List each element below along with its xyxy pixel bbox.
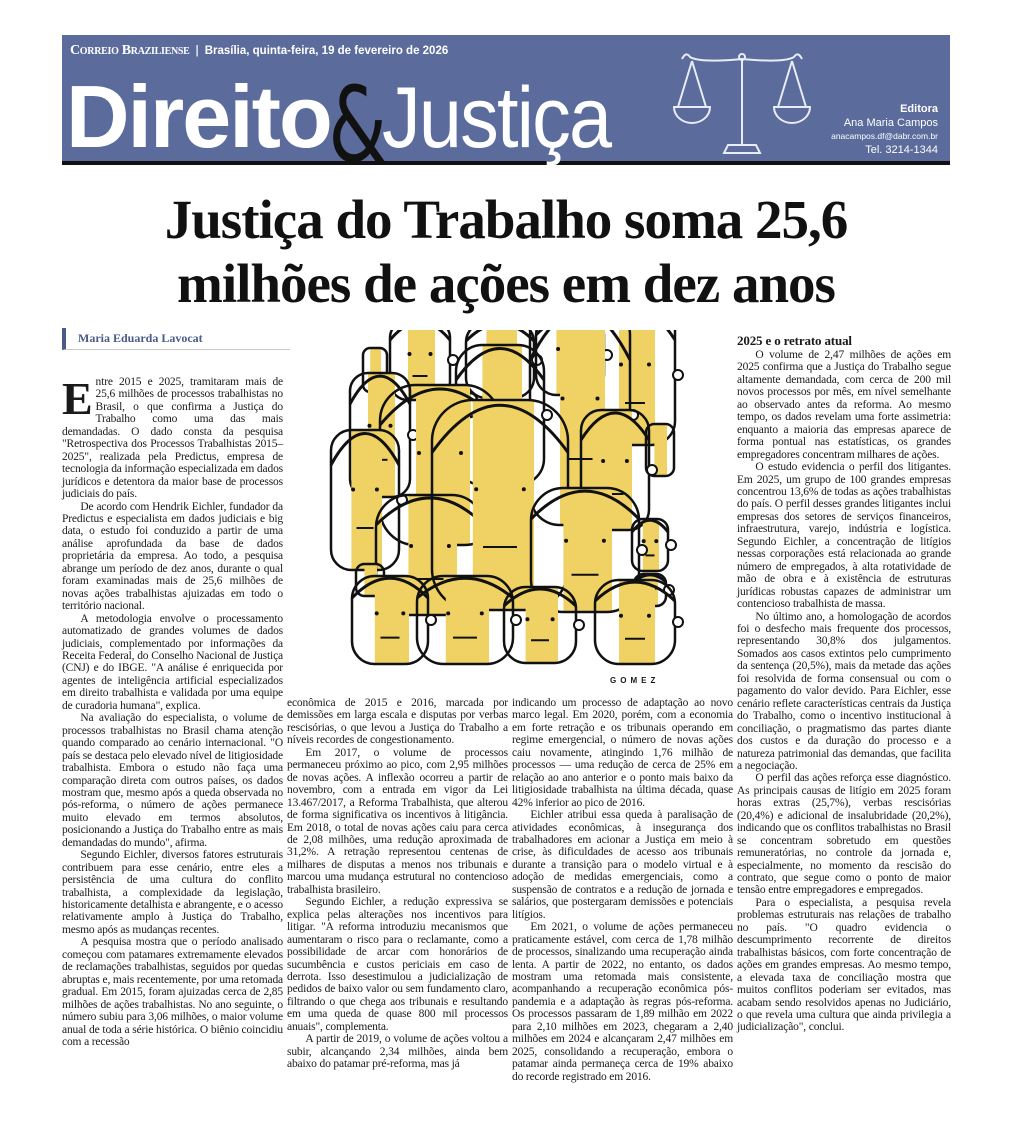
article-paragraph: [62, 373, 283, 501]
headline-line: Justiça do Trabalho soma 25,6: [164, 189, 848, 250]
article-paragraph: econômica de 2015 e 2016, marcada por demissões em larga escala e disputas por verbas rescisórias, o que levou a Justiça do Trabalho a níveis recordes de congestionamento.: [287, 697, 508, 747]
article-paragraph: A pesquisa mostra que o período analisado começou com patamares extremamente elevados de reclamações trabalhistas, seguidos por quedas abruptas e, mais recentemente, por uma retomada gradual. Em 2015, foram ajuizadas cerca de 2,85 milhões de ações trabalhistas. No ano seguinte, o número subiu para 3,06 milhões, o maior volume anual de toda a série histórica. O biênio coincidiu com a recessão: [62, 936, 283, 1049]
section-masthead: [62, 35, 950, 186]
illustrator-signature: GOMEZ: [610, 676, 660, 685]
editor-email[interactable]: anacampos.df@dabr.com.br: [831, 131, 938, 141]
article-paragraph: Segundo Eichler, diversos fatores estruturais contribuem para esse cenário, entre eles a persistência de uma cultura do conflito trabalhista, a complexidade da legislação, historicamente detalhista e abrangente, e o acesso relativamente amplo à Justiça do Trabalho, mesmo após as mudanças recentes.: [62, 849, 283, 936]
scales-of-justice-icon: [672, 45, 812, 159]
article-column-3: [512, 697, 733, 1083]
section-title-ampersand: &: [328, 64, 387, 186]
article-paragraph: indicando um processo de adaptação ao novo marco legal. Em 2020, porém, com a economia em forte retração e os tribunais operando em regime emergencial, o número de novas ações caiu novamente, atingindo 1,76 milhão de processos — uma redução de cerca de 25% em relação ao ano anterior e o ponto mais baixo da litigiosidade trabalhista na última década, quase 42% inferior ao pico de 2016.: [512, 697, 733, 809]
article-paragraph: Em 2017, o volume de processos permaneceu próximo ao pico, com 2,95 milhões de novas ações. A inflexão ocorreu a partir de novembro, com a entrada em vigor da Lei 13.467/2017, a Reforma Trabalhista, que alterou de forma significativa os incentivos à litigância. Em 2018, o total de novas ações caiu para cerca de 2,08 milhões, uma redução aproximada de 31,2%. A retração representou centenas de milhares de disputas a menos nos tribunais e marcou uma mudança estrutural no contencioso trabalhista brasileiro.: [287, 746, 508, 896]
section-title-word2: Justiça: [381, 70, 611, 166]
article-column-1: [62, 373, 283, 1049]
headline-line: milhões de ações em dez anos: [177, 253, 835, 314]
article-column-4: [737, 333, 951, 1034]
editor-name: Ana Maria Campos: [843, 116, 938, 129]
article-paragraph: No último ano, a homologação de acordos foi o desfecho mais frequente dos processos, representando 30,8% dos julgamentos. Somados aos casos extintos pelo cumprimento da sentença (20,5%), mais da metade das ações foi resolvida de forma consensual ou com o pagamento do valor devido. Para Eichler, esse cenário reflete características centrais da Justiça do Trabalho, como o incentivo institucional à conciliação, o pragmatismo das partes diante dos custos e da duração do processo e a natureza patrimonial das demandas, que facilita a negociação.: [737, 610, 951, 772]
byline: Maria Eduarda Lavocat: [62, 328, 290, 350]
section-title: [66, 59, 635, 186]
article-column-2: [287, 697, 508, 1071]
article-paragraph: A partir de 2019, o volume de ações voltou a subir, alcançando 2,34 milhões, ainda bem abaixo do patamar pré-reforma, mas já: [287, 1033, 508, 1071]
article-paragraph: O perfil das ações reforça esse diagnóstico. As principais causas de litígio em 2025 foram horas extras (25,7%), verbas rescisórias (20,4%) e adicional de insalubridade (20,2%), indicando que os conflitos trabalhistas no Brasil se concentram sobretudo em questões remuneratórias, no controle da jornada e, especialmente, no momento da rescisão do contrato, que segue como o ponto de maior tensão entre empregadores e empregados.: [737, 772, 951, 897]
article-paragraph: Em 2021, o volume de ações permaneceu praticamente estável, com cerca de 1,78 milhão de processos, sinalizando uma recuperação ainda lenta. A partir de 2022, no entanto, os dados mostram uma retomada mais consistente, acompanhando a recuperação econômica pós-pandemia e a adaptação às regras pós-reforma. Os processos passaram de 1,89 milhão em 2022 para 2,10 milhões em 2023, chegaram a 2,40 milhões em 2024 e alcançaram 2,47 milhões em 2025, consolidando a recuperação, embora o patamar ainda permaneça cerca de 19% abaixo do recorde registrado em 2016.: [512, 921, 733, 1083]
article-paragraph: O estudo evidencia o perfil dos litigantes. Em 2025, um grupo de 100 grandes empresas concentrou 13,6% de todas as ações trabalhistas do país. O perfil desses grandes litigantes inclui empresas dos setores de serviços financeiros, infraestrutura, varejo, indústria e logística. Segundo Eichler, a concentração de litígios nessas corporações está relacionada ao grande número de empregados, à alta rotatividade de mão de obra e à existência de estruturas jurídicas robustas capazes de administrar um contencioso trabalhista de massa.: [737, 461, 951, 611]
article-paragraph: A metodologia envolve o processamento automatizado de grandes volumes de dados judiciais, complementado por informações da Receita Federal, do Conselho Nacional de Justiça (CNJ) e do IBGE. "A análise é enriquecida por agentes de inteligência artificial especializados em direito trabalhista e validada por uma equipe de curadoria humana", explica.: [62, 612, 283, 712]
article-paragraph: O volume de 2,47 milhões de ações em 2025 confirma que a Justiça do Trabalho segue altamente demandada, com cerca de 200 mil novos processos por mês, em nível semelhante ao observado antes da reforma. Ao mesmo tempo, os dados revelam uma forte assimetria: enquanto a maioria das empresas aparece de forma pontual nas estatísticas, os grandes empregadores concentram milhares de ações.: [737, 349, 951, 461]
article-subhead: 2025 e o retrato atual: [737, 333, 852, 348]
newspaper-brand: Correio Braziliense: [70, 43, 190, 58]
section-title-word1: Direito: [66, 67, 331, 166]
masthead-topline: [70, 43, 448, 59]
article-paragraph: Para o especialista, a pesquisa revela problemas estruturais nas relações de trabalho no país. "O quadro evidencia o descumprimento recorrente de direitos trabalhistas básicos, com forte concentração de ações em grandes empresas. Ao mesmo tempo, a elevada taxa de conciliação mostra que muitos conflitos poderiam ser evitados, mas acabam sendo resolvidos apenas no Judiciário, o que revela uma cultura que ainda privilegia a judicialização", conclui.: [737, 896, 951, 1034]
article-paragraph: Eichler atribui essa queda à paralisação de atividades econômicas, à insegurança dos trabalhadores em acionar a Justiça em meio à crise, às dificuldades de acesso aos tribunais durante a transição para o modelo virtual e à adoção de medidas emergenciais, como a suspensão de contratos e a redução de jornada e salários, que postergaram demissões e potenciais litígios.: [512, 809, 733, 921]
article-paragraph: Na avaliação do especialista, o volume de processos trabalhistas no Brasil chama atenção quando comparado ao cenário internacional. "O país se destaca pelo elevado nível de litigiosidade trabalhista. Embora o estudo não faça uma comparação direta com outros países, os dados mostram que, mesmo após a queda observada no pós-reforma, o número de ações permanece muito elevado em termos absolutos, posicionando a Justiça do Trabalho entre as mais demandadas do mundo", afirma.: [62, 712, 283, 849]
cartoon-face: [331, 430, 407, 570]
paragraph-text: ntre 2015 e 2025, tramitaram mais de 25,6 milhões de processos trabalhistas no Brasil, o que confirma a Justiça do Trabalho como uma das mais demandadas. O dado consta da pesquisa "Retrospectiva dos Processos Trabalhistas 2015–2025", realizada pela Predictus, empresa de tecnologia da informação especializada em dados jurídicos e detentora da maior base de processos judiciais do país.: [62, 376, 283, 501]
article-headline: [62, 188, 950, 316]
editor-phone: Tel. 3214-1344: [865, 143, 938, 156]
editor-info: [831, 103, 938, 157]
drop-cap: E: [62, 373, 93, 424]
divider: |: [195, 45, 199, 57]
article-paragraph: De acordo com Hendrik Eichler, fundador da Predictus e especialista em dados judiciais e big data, o estudo foi conduzido a partir de uma análise aprofundada da base de dados proprietária da empresa. Ao todo, a pesquisa abrange um período de dez anos, durante o qual foram examinadas mais de 25,6 milhões de novas ações trabalhistas ajuizadas em todo o território nacional.: [62, 500, 283, 613]
article-paragraph: Segundo Eichler, a redução expressiva se explica pelas alterações nos incentivos para litigar. "A reforma introduziu mecanismos que aumentaram o risco para o reclamante, como a possibilidade de arcar com honorários de sucumbência e custos periciais em caso de derrota. Isso desestimulou a judicialização de pedidos de baixo valor ou sem fundamento claro, filtrando o que chega aos tribunais e resultando em uma queda de quase 800 mil processos anuais", complementa.: [287, 896, 508, 1033]
editor-label: Editora: [900, 103, 938, 115]
dateline: Brasília, quinta-feira, 19 de fevereiro de 2026: [204, 45, 449, 57]
faces-illustration: [325, 330, 720, 670]
